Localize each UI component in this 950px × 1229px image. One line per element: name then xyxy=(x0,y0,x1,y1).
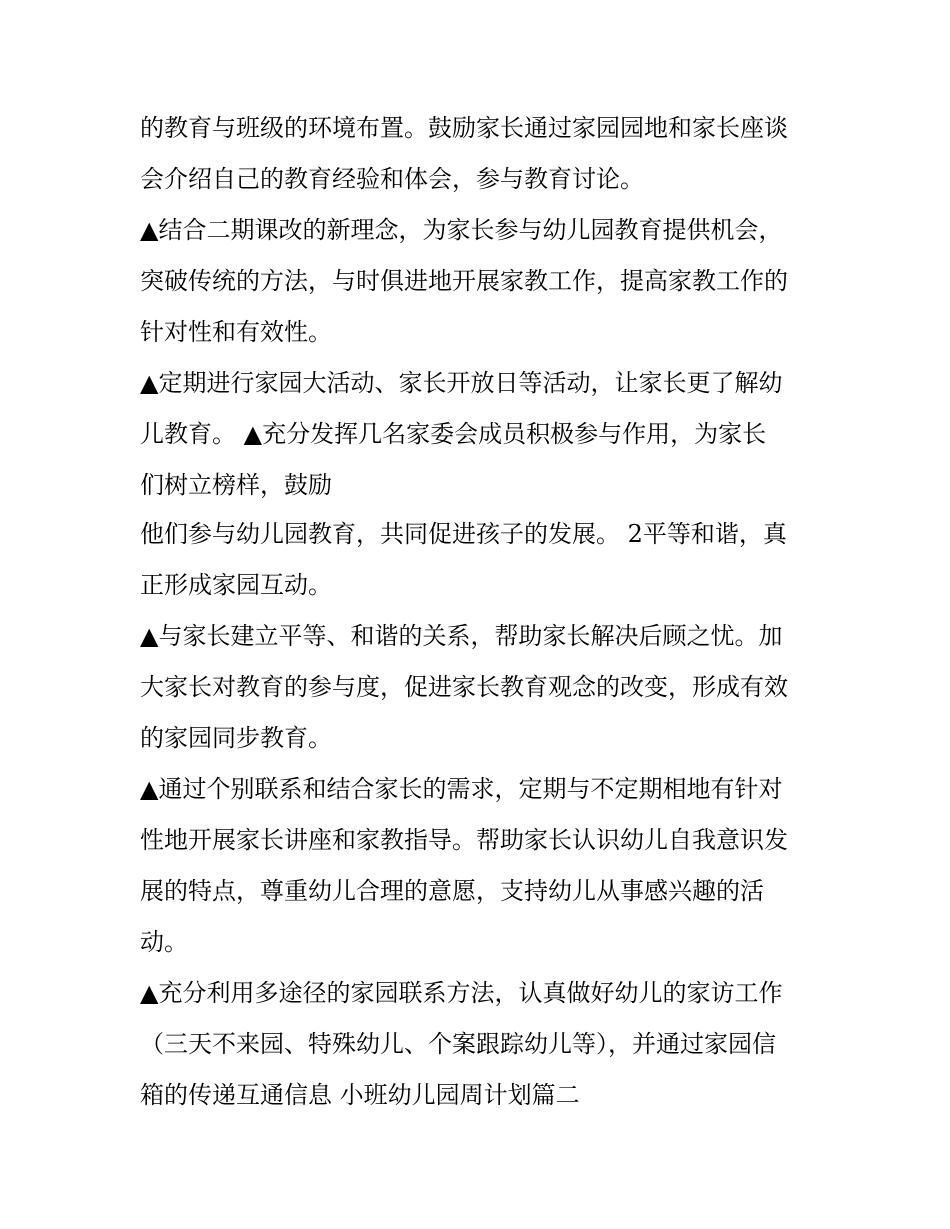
text-line: 会介绍自己的教育经验和体会，参与教育讨论。 xyxy=(140,165,644,193)
text-line: 箱的传递互通信息 小班幼儿园周计划篇二 xyxy=(140,1081,580,1109)
text-line: ▲定期进行家园大活动、家长开放日等活动，让家长更了解幼 xyxy=(140,369,783,397)
text-line: 展的特点，尊重幼儿合理的意愿，支持幼儿从事感兴趣的活 xyxy=(140,877,764,905)
text-line: ▲充分利用多途径的家园联系方法，认真做好幼儿的家访工作 xyxy=(140,979,783,1007)
text-line: 们树立榜样，鼓励 xyxy=(140,471,332,499)
text-line: ▲结合二期课改的新理念，为家长参与幼儿园教育提供机会， xyxy=(140,216,783,244)
text-line: 儿教育。 ▲充分发挥几名家委会成员积极参与作用，为家长 xyxy=(140,420,767,448)
text-line: 正形成家园互动。 xyxy=(140,571,332,599)
text-line: 的家园同步教育。 xyxy=(140,724,332,752)
text-line: 动。 xyxy=(140,928,188,956)
text-line: 突破传统的方法，与时俱进地开展家教工作，提高家教工作的 xyxy=(140,267,788,295)
text-line: 针对性和有效性。 xyxy=(140,318,332,346)
text-line: ▲通过个别联系和结合家长的需求，定期与不定期相地有针对 xyxy=(140,775,783,803)
text-line: 性地开展家长讲座和家教指导。帮助家长认识幼儿自我意识发 xyxy=(140,826,788,854)
text-line: 大家长对教育的参与度，促进家长教育观念的改变，形成有效 xyxy=(140,673,788,701)
text-line: 的教育与班级的环境布置。鼓励家长通过家园园地和家长座谈 xyxy=(140,114,788,142)
text-line: 他们参与幼儿园教育，共同促进孩子的发展。 2平等和谐，真 xyxy=(140,520,787,548)
text-line: （三天不来园、特殊幼儿、个案跟踪幼儿等），并通过家园信 xyxy=(140,1030,776,1058)
text-line: ▲与家长建立平等、和谐的关系，帮助家长解决后顾之忧。加 xyxy=(140,622,783,650)
